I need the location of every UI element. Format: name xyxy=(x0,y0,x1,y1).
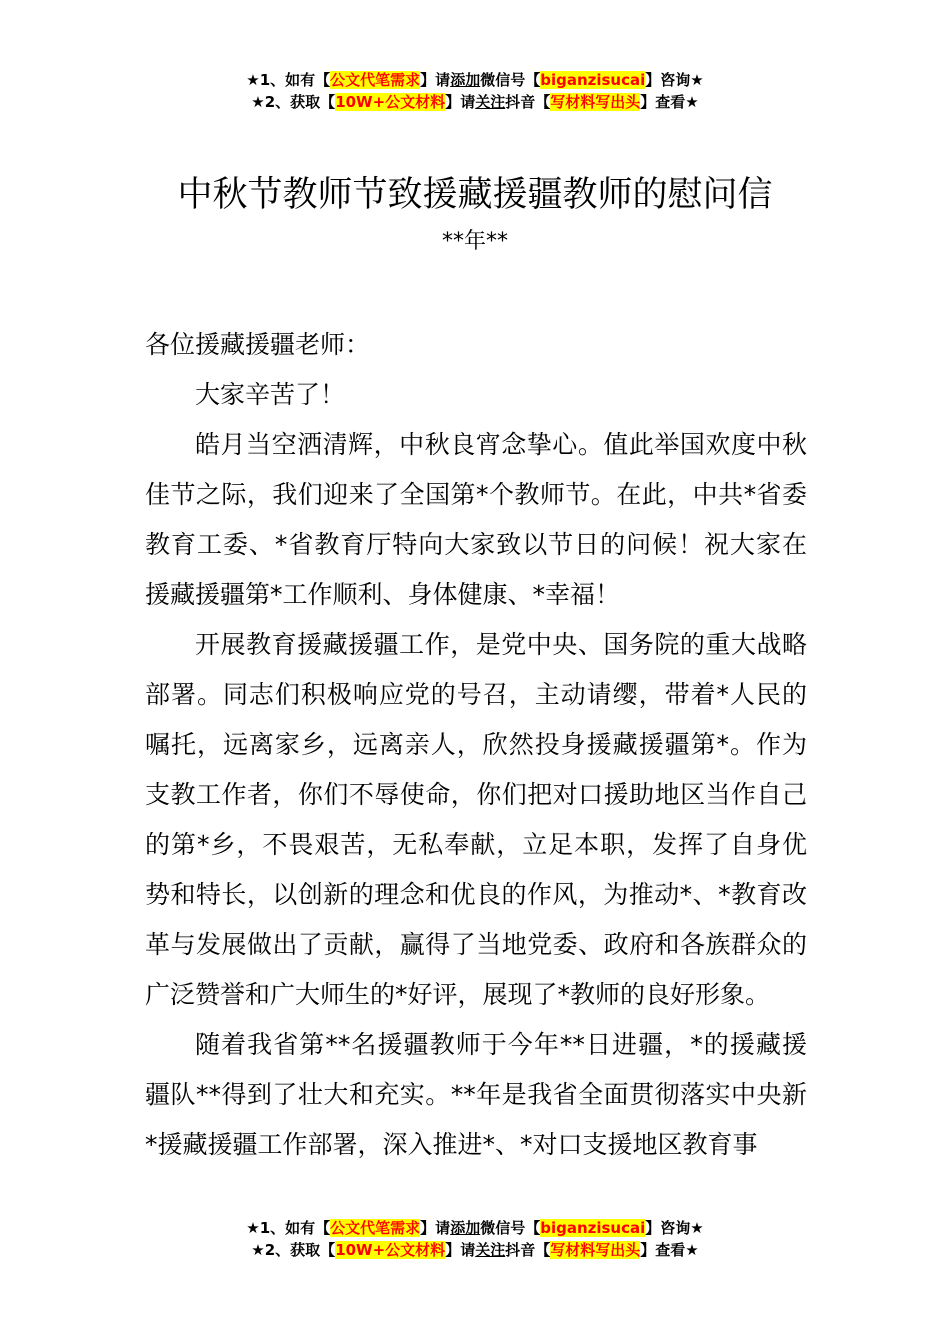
document-date: **年** xyxy=(441,229,508,254)
notice-line-1 xyxy=(0,69,950,91)
highlight-douyin-account: 写材料写出头 xyxy=(550,1241,641,1259)
highlight-materials: 10W+公文材料 xyxy=(335,93,446,111)
highlight-service: 公文代笔需求 xyxy=(330,71,421,89)
underlined-word: 添加 xyxy=(450,1219,481,1237)
notice-text: ★1、如有【 xyxy=(246,71,331,89)
notice-text: 】查看★ xyxy=(640,93,699,111)
document-body xyxy=(145,320,807,1170)
paragraph: 开展教育援藏援疆工作，是党中央、国务院的重大战略部署。同志们积极响应党的号召，主动请缨，带着*人民的嘱托，远离家乡，远离亲人，欣然投身援藏援疆第*。作为支教工作者，你们不辱使命，你们把对口援助地区当作自己的第*乡，不畏艰苦，无私奉献，立足本职，发挥了自身优势和特长，以创新的理念和优良的作风，为推动*、*教育改革与发展做出了贡献，赢得了当地党委、政府和各族群众的广泛赞誉和广大师生的*好评，展现了*教师的良好形象。 xyxy=(145,630,807,1009)
notice-line-2 xyxy=(0,91,950,113)
notice-text: 】咨询★ xyxy=(645,1219,704,1237)
notice-text: 】请 xyxy=(420,71,451,89)
underlined-word: 关注 xyxy=(475,1241,506,1259)
notice-text: 微信号【 xyxy=(480,71,541,89)
salutation: 各位援藏援疆老师： xyxy=(145,330,371,359)
highlight-service: 公文代笔需求 xyxy=(330,1219,421,1237)
notice-text: 】请 xyxy=(420,1219,451,1237)
highlight-wechat-id: biganzisucai xyxy=(540,1219,646,1237)
notice-text: 】咨询★ xyxy=(645,71,704,89)
notice-text: 微信号【 xyxy=(480,1219,541,1237)
document-title: 中秋节教师节致援藏援疆教师的慰问信 xyxy=(177,175,773,215)
notice-text: 】查看★ xyxy=(640,1241,699,1259)
notice-text: ★2、获取【 xyxy=(251,93,336,111)
notice-line-2 xyxy=(0,1239,950,1261)
footer-notice xyxy=(0,1217,950,1261)
paragraph: 大家辛苦了！ xyxy=(195,380,346,409)
paragraph: 皓月当空洒清辉，中秋良宵念挚心。值此举国欢度中秋佳节之际，我们迎来了全国第*个教师节。在此，中共*省委教育工委、*省教育厅特向大家致以节日的问候！祝大家在援藏援疆第*工作顺利、身体健康、*幸福！ xyxy=(145,430,807,609)
notice-line-1 xyxy=(0,1217,950,1239)
notice-text: 】请 xyxy=(445,1241,476,1259)
underlined-word: 添加 xyxy=(450,71,481,89)
notice-text: 抖音【 xyxy=(505,1241,551,1259)
notice-text: ★1、如有【 xyxy=(246,1219,331,1237)
notice-text: 】请 xyxy=(445,93,476,111)
underlined-word: 关注 xyxy=(475,93,506,111)
notice-text: ★2、获取【 xyxy=(251,1241,336,1259)
paragraph: 随着我省第**名援疆教师于今年**日进疆，*的援藏援疆队**得到了壮大和充实。**年是我省全面贯彻落实中央新*援藏援疆工作部署，深入推进*、*对口支援地区教育事 xyxy=(145,1030,807,1159)
notice-text: 抖音【 xyxy=(505,93,551,111)
highlight-wechat-id: biganzisucai xyxy=(540,71,646,89)
header-notice xyxy=(0,69,950,113)
highlight-douyin-account: 写材料写出头 xyxy=(550,93,641,111)
highlight-materials: 10W+公文材料 xyxy=(335,1241,446,1259)
